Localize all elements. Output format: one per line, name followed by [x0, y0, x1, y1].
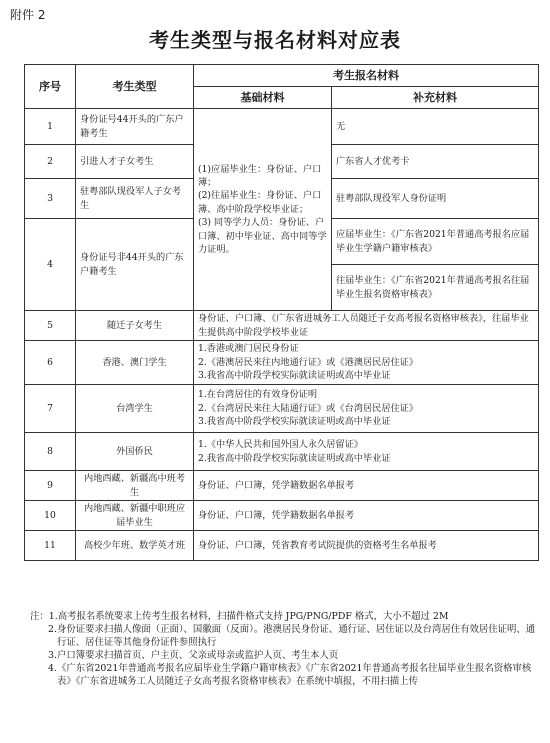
note-item	[30, 649, 540, 662]
type-cell: 台湾学生	[76, 385, 194, 433]
seq-cell: 4	[25, 219, 76, 311]
material-line: 2.我省高中阶段学校实际就读证明或高中毕业证	[198, 452, 391, 464]
material-line: 1.香港或澳门居民身份证	[198, 343, 299, 355]
type-cell: 身份证号44开头的广东户籍考生	[76, 109, 194, 145]
seq-cell: 2	[25, 145, 76, 179]
note-prefix: 4.	[48, 663, 57, 674]
material-line: 2.《港澳居民来往内地通行证》或《港澳居民居住证》	[198, 356, 419, 368]
header-materials: 考生报名材料	[194, 65, 539, 87]
type-cell: 内地西藏、新疆高中班考生	[76, 471, 194, 501]
header-seq: 序号	[25, 65, 76, 109]
material-line: 1.《中华人民共和国外国人永久居留证》	[198, 439, 363, 451]
seq-cell: 8	[25, 433, 76, 471]
note-item	[30, 662, 540, 688]
material-line: 2.《台湾居民来往大陆通行证》或《台湾居民居住证》	[198, 402, 419, 414]
supplement-cell: 应届毕业生：《广东省2021年普通高考报名应届毕业生学籍户籍审核表》	[332, 219, 539, 265]
attachment-label: 附件 2	[10, 8, 46, 22]
note-prefix: 注：1.	[30, 611, 58, 622]
basic-materials-cell	[194, 109, 332, 311]
material-line: 3.我省高中阶段学校实际就读证明或高中毕业证	[198, 416, 391, 428]
basic-line: (3) 同等学力人员：身份证、户口簿、初中毕业证、高中同等学力证明。	[198, 217, 327, 255]
table-row	[25, 109, 539, 145]
seq-cell: 9	[25, 471, 76, 501]
supplement-cell: 无	[332, 109, 539, 145]
header-supplement: 补充材料	[332, 87, 539, 109]
seq-cell: 1	[25, 109, 76, 145]
table-row	[25, 471, 539, 501]
seq-cell: 3	[25, 179, 76, 219]
note-prefix: 3.	[48, 650, 57, 661]
note-text: 高考报名系统要求上传考生报名材料，扫描件格式支持 JPG/PNG/PDF 格式，大小不超过 2M	[57, 611, 449, 622]
seq-cell: 7	[25, 385, 76, 433]
merged-materials-cell: 身份证、户口簿、《广东省进城务工人员随迁子女高考报名资格审核表》，往届毕业生提供高中阶段学校毕业证	[194, 311, 539, 341]
type-cell: 身份证号非44开头的广东户籍考生	[76, 219, 194, 311]
type-cell: 随迁子女考生	[76, 311, 194, 341]
header-basic: 基础材料	[194, 87, 332, 109]
basic-line: (1)应届毕业生：身份证、户口簿；	[198, 163, 322, 189]
note-item	[30, 610, 540, 623]
type-cell: 驻粤部队现役军人子女考生	[76, 179, 194, 219]
material-line: 3.我省高中阶段学校实际就读证明或高中毕业证	[198, 370, 391, 382]
table-row	[25, 501, 539, 531]
merged-materials-cell: 身份证、户口簿，凭省教育考试院提供的资格考生名单报考	[194, 531, 539, 561]
notes-section	[30, 610, 540, 688]
type-cell: 引进人才子女考生	[76, 145, 194, 179]
type-cell: 外国侨民	[76, 433, 194, 471]
basic-line: (2)往届毕业生：身份证、户口簿、高中阶段学校毕业证；	[198, 190, 322, 215]
header-type: 考生类型	[76, 65, 194, 109]
type-cell: 香港、澳门学生	[76, 341, 194, 385]
table-row	[25, 385, 539, 433]
table-row	[25, 311, 539, 341]
material-line: 1.在台湾居住的有效身份证明	[198, 389, 318, 401]
table-row	[25, 531, 539, 561]
supplement-cell: 驻粤部队现役军人身份证明	[332, 179, 539, 219]
type-cell: 高校少年班、数学英才班	[76, 531, 194, 561]
note-prefix: 2.	[48, 624, 57, 635]
supplement-cell: 广东省人才优考卡	[332, 145, 539, 179]
note-text: 《广东省2021年普通高考报名应届毕业生学籍户籍审核表》《广东省2021年普通高考报名往届毕业生报名资格审核表》《广东省进城务工人员随迁子女高考报名资格审核表》在系统中填报，不用扫描上传	[56, 663, 532, 687]
merged-materials-cell: 身份证、户口簿，凭学籍数据名单报考	[194, 501, 539, 531]
merged-materials-cell: 身份证、户口簿，凭学籍数据名单报考	[194, 471, 539, 501]
page-title: 考生类型与报名材料对应表	[149, 28, 401, 52]
table-row	[25, 341, 539, 385]
seq-cell: 6	[25, 341, 76, 385]
note-text: 身份证要求扫描人像面（正面）、国徽面（反面）。港澳居民身份证、通行证、居住证以及台湾居住有效居住证明、通行证、居住证等其他身份证件参照执行	[56, 624, 536, 648]
type-cell: 内地西藏、新疆中职班应届毕业生	[76, 501, 194, 531]
note-item	[30, 623, 540, 649]
seq-cell: 11	[25, 531, 76, 561]
supplement-cell: 往届毕业生：《广东省2021年普通高考报名往届毕业生报名资格审核表》	[332, 265, 539, 311]
note-text: 户口簿要求扫描首页、户主页、父亲或母亲或监护人页、考生本人页	[56, 650, 339, 661]
merged-materials-cell	[194, 433, 539, 471]
materials-table	[24, 64, 539, 561]
merged-materials-cell	[194, 385, 539, 433]
merged-materials-cell	[194, 341, 539, 385]
seq-cell: 5	[25, 311, 76, 341]
table-row	[25, 433, 539, 471]
seq-cell: 10	[25, 501, 76, 531]
